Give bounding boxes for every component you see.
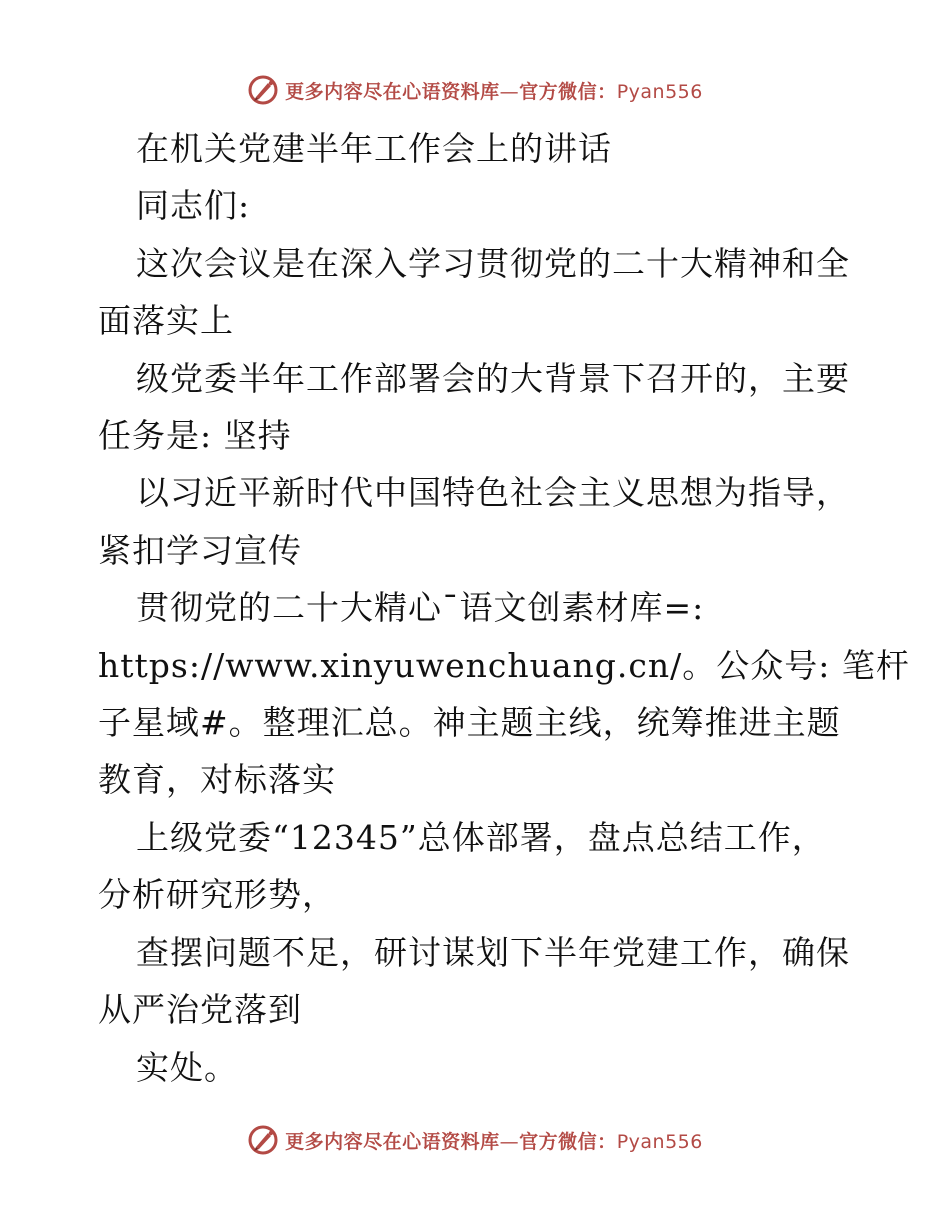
- pen-logo-icon: [247, 1124, 279, 1156]
- watermark-text: 更多内容尽在心语资料库—官方微信：Pyan556: [285, 1130, 703, 1153]
- text-line: 以习近平新时代中国特色社会主义思想为指导，: [136, 473, 850, 513]
- document-body: [98, 120, 910, 1096]
- text-line: 教育，对标落实: [98, 760, 336, 800]
- pen-logo-icon: [247, 74, 279, 106]
- watermark-text: 更多内容尽在心语资料库—官方微信：Pyan556: [285, 80, 703, 103]
- header-watermark: [0, 70, 950, 110]
- text-line: 紧扣学习宣传: [98, 530, 302, 570]
- text-line: 查摆问题不足，研讨谋划下半年党建工作，确保: [136, 932, 850, 972]
- text-line: 面落实上: [98, 301, 234, 341]
- footer-watermark: [0, 1120, 950, 1160]
- text-line: 任务是: 坚持: [98, 416, 292, 456]
- text-line: 同志们:: [136, 186, 251, 226]
- text-line: 这次会议是在深入学习贯彻党的二十大精神和全: [136, 243, 850, 283]
- text-line: 从严治党落到: [98, 990, 302, 1030]
- text-line: 级党委半年工作部署会的大背景下召开的，主要: [136, 358, 850, 398]
- text-line: 上级党委“12345”总体部署，盘点总结工作，: [136, 817, 826, 857]
- text-line: 分析研究形势，: [98, 875, 336, 915]
- document-title: 在机关党建半年工作会上的讲话: [136, 129, 612, 168]
- text-line: 贯彻党的二十大精心¯语文创素材库=:: [136, 588, 705, 628]
- text-line: https://www.xinyuwenchuang.cn/。公众号: 笔杆: [98, 645, 910, 685]
- text-line: 子星域#。整理汇总。神主题主线，统筹推进主题: [98, 703, 841, 743]
- text-line: 实处。: [136, 1047, 238, 1087]
